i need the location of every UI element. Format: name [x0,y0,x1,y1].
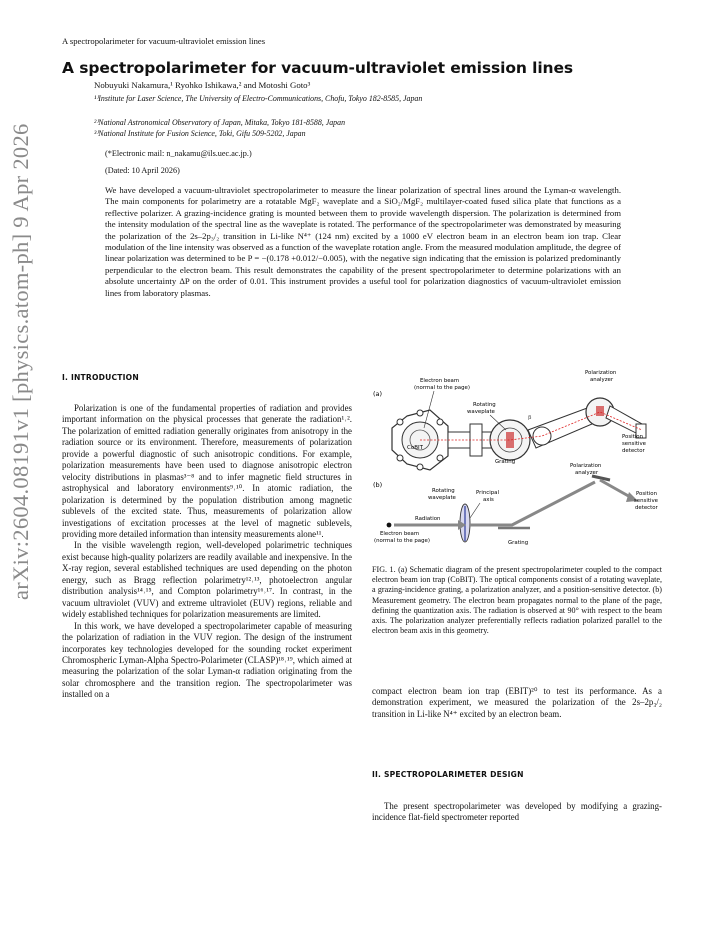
affiliation-1: ¹⁾Institute for Laser Science, The University of Electro-Communications, Chofu, Tokyo 182-8585, Japan [94,94,423,103]
abstract: We have developed a vacuum-ultraviolet spectropolarimeter to measure the linear polarization of spectral lines around the Lyman-α wavelength. The main components for polarimetry are a rotatable MgF₂ waveplate and a SiO₂/MgF₂ multilayer-coated fused silica plate that functions as a reflective polarizer. A grazing-incidence grating is mounted between them to provide wavelength dispersion. The polarization is determined from the intensity modulation of the spectral line as the waveplate is rotated. The performance of the spectropolarimeter was demonstrated by measuring the polarization of the 2s–2p₃/₂ transition in Li-like N⁴⁺ (124 nm) excited by a 1000 eV electron beam in an electron beam ion trap. Clear modulation of the line intensity was observed as a function of the waveplate rotation angle. From the measured modulation amplitude, the degree of linear polarization was determined to be P = −(0.178 +0.012/−0.005), with the negative sign indicating that the emission is polarized predominantly perpendicular to the electron beam. This result demonstrates the capability of the present spectropolarimeter to determine polarizations with an absolute uncertainty ΔP on the order of 0.01. This instrument provides a useful tool for polarization diagnostics of vacuum-ultraviolet emission lines from laboratory plasmas. [105,185,621,298]
waveplate-label-b-2: waveplate [428,495,456,501]
dispersed-beam [470,482,595,525]
design-body [372,801,662,824]
intro-paragraph-1: Polarization is one of the fundamental properties of radiation and provides important information on the physical processes that generate the radiation¹˒². The polarization of emitted radiation generally originates from anisotropy in the radiation source or its environment. Therefore, measurements of polarization provide a powerful diagnostic of such anisotropic conditions. For example, polarization measurements have been used to diagnose anisotropic electron velocity distributions in plasmas³⁻⁸ and to infer magnetic field structures in astrophysical and laboratory environments⁹˒¹⁰. In atomic radiation, the polarization is determined by the population distribution among magnetic sublevels of the excited state. Thus, measurements of polarization allow investigations of excitation processes at the level of magnetic sublevels, providing more detailed information than intensity measurements alone¹¹. [62,403,352,539]
waveplate-label-a-2: waveplate [467,409,495,415]
intro-continuation: compact electron beam ion trap (EBIT)²⁰ to test its performance. As a demonstration experiment, we measured the polarization of the 2s–2p₃/₂ transition in Li-like N⁴⁺ excited by an electron beam. [372,686,662,719]
panel-b-label: (b) [373,481,383,489]
intro-paragraph-3: In this work, we have developed a spectropolarimeter capable of measuring the polarization of radiation in the VUV region. The design of the instrument incorporates key technologies developed for the sounding rocket experiment Chromospheric Lyman-Alpha Spectro-Polarimeter (CLASP)¹⁸˒¹⁹, which aimed at measuring the polarization of the solar Lyman-α radiation originating from the solar chromosphere and the transition region. The spectropolarimeter was installed on a [62,620,352,700]
design-paragraph-1: The present spectropolarimeter was developed by modifying a grazing-incidence flat-field spectrometer reported [372,801,662,823]
analyzer-label-a-1: Polarization [585,370,617,376]
arxiv-identifier: arXiv:2604.08191v1 [physics.atom-ph] 9 Apr 2026 [8,123,33,600]
grating-label-b: Grating [508,540,529,546]
detector-label-b-1: Position [636,491,657,497]
electron-beam-label-b-2: (normal to the page) [374,538,430,544]
paper-title: A spectropolarimeter for vacuum-ultraviolet emission lines [62,59,574,77]
panel-a-label: (a) [373,390,383,398]
section-heading-design: II. SPECTROPOLARIMETER DESIGN [372,770,524,779]
electron-beam-label-a-1: Electron beam [420,378,460,384]
analyzer-label-b-1: Polarization [570,463,602,469]
grating-label-a: Grating [495,459,516,465]
electron-beam-dot [387,523,392,528]
figure-1 [370,366,665,561]
contact-email: (*Electronic mail: n_nakamu@ils.uec.ac.jp.) [105,149,252,158]
affiliation-2: ²⁾National Astronomical Observatory of Japan, Mitaka, Tokyo 181-8588, Japan [94,118,346,127]
figure-1-caption: FIG. 1. (a) Schematic diagram of the present spectropolarimeter coupled to the compact electron beam ion trap (CoBIT). The optical components consist of a rotating waveplate, a grazing-incidence grating, a polarization analyzer, and a position-sensitive detector. (b) Measurement geometry. The electron beam propagates normal to the plane of the page, defining the quantization axis. The radiation is observed at 90° with respect to the beam axis. The polarization analyzer preferentially reflects radiation polarized parallel to the electron beam axis in this geometry. [372,565,662,636]
principal-axis-label-2: axis [483,497,494,503]
analyzer-label-b-2: analyzer [575,470,599,476]
introduction-body [62,403,352,701]
radiation-label: Radiation [415,516,441,522]
author-list: Nobuyuki Nakamura,¹ Ryohko Ishikawa,² and Motoshi Goto³ [94,80,311,90]
detector-label-a-2: sensitive [622,441,646,447]
reflected-beam [600,480,632,498]
running-title: A spectropolarimeter for vacuum-ultraviolet emission lines [62,36,266,46]
cobit-label: CoBIT [407,445,423,451]
detector-label-b-2: sensitive [634,498,658,504]
section-heading-introduction: I. INTRODUCTION [62,373,139,382]
analyzer-chamber [586,398,646,438]
angle-label: β [528,415,532,421]
affiliation-3: ³⁾National Institute for Fusion Science, Toki, Gifu 509-5202, Japan [94,129,306,138]
detector-label-a-3: detector [622,448,645,454]
detector-label-a-1: Position [622,434,643,440]
figure-1-diagram [370,366,665,561]
intro-paragraph-2: In the visible wavelength region, well-developed polarimetric techniques exist because high-quality polarizers are readily available and inexpensive. In the X-ray region, several established techniques are used depending on the photon energy, such as Bragg reflection polarimetry¹²˒¹³, photoelectron angular distribution analysis¹⁴˒¹⁵, and Compton polarimetry¹⁶˒¹⁷. In contrast, in the vacuum ultraviolet (VUV) and extreme ultraviolet (EUV) regions, reliable and widely established techniques for polarization measurements are limited. [62,540,352,620]
waveplate-chamber [490,420,530,460]
principal-axis-label-1: Principal [476,490,499,496]
analyzer-label-a-2: analyzer [590,377,614,383]
waveplate-label-b-1: Rotating [432,488,455,494]
right-column-continuation [372,686,662,720]
waveplate-label-a-1: Rotating [473,402,496,408]
electron-beam-label-b-1: Electron beam [380,531,420,537]
date-line: (Dated: 10 April 2026) [105,166,180,175]
principal-axis-pointer [470,503,480,518]
electron-beam-label-a-2: (normal to the page) [414,385,470,391]
detector-label-b-3: detector [635,505,658,511]
